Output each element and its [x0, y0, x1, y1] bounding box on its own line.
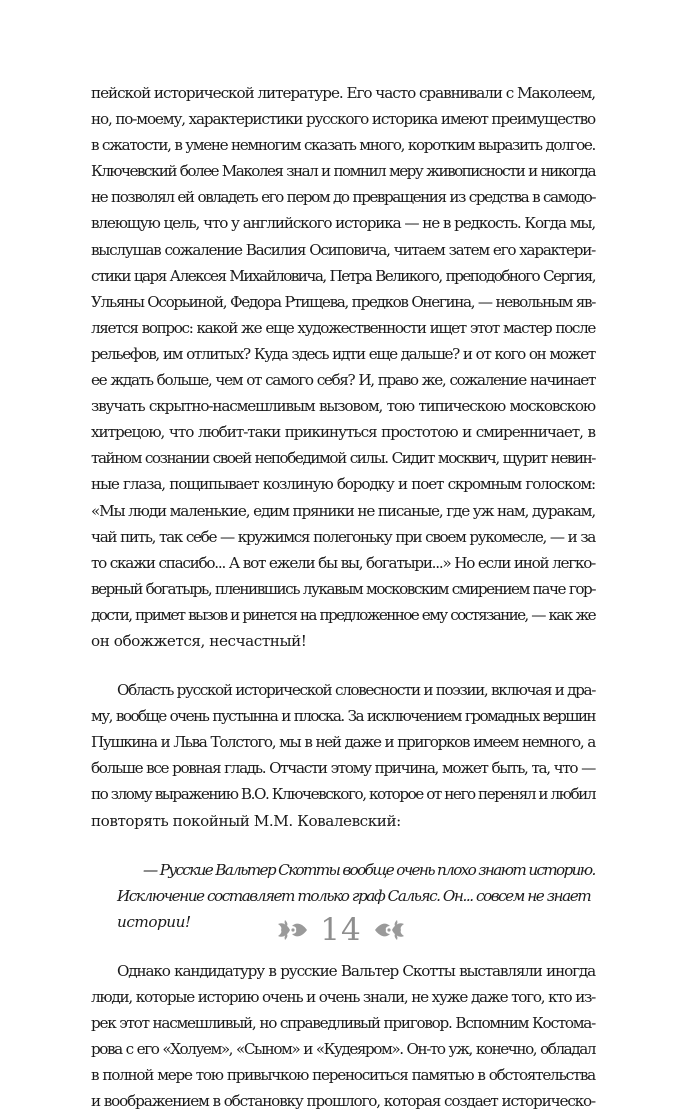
- text-line: повторять покойный М.М. Ковалевский:: [91, 811, 401, 830]
- text-line: рельефов, им отлитых? Куда здесь идти еще дальше? и от кого он может: [91, 344, 595, 363]
- text-line: ляется вопрос: какой же еще художественности ищет этот мастер после: [91, 318, 595, 337]
- text-line: звучать скрытно-насмешливым вызовом, тою типическою московскою: [91, 397, 595, 416]
- text-line: больше все ровная гладь. Отчасти этому причина, может быть, та, что —: [91, 759, 595, 778]
- text-line: ные глаза, пощипывает козлиную бородку и поет скромным голоском:: [91, 475, 595, 494]
- text-line: Однако кандидатуру в русские Вальтер Скотты выставляли иногда: [117, 961, 595, 980]
- text-line: он обожжется, несчастный!: [91, 631, 307, 650]
- quote-line: — Русские Вальтер Скотты вообще очень плохо знают историю.: [143, 860, 595, 879]
- text-line: в сжатости, в умене немногим сказать много, коротким выразить долгое.: [91, 136, 595, 155]
- page-number: 14: [320, 911, 362, 948]
- paragraph-spacer: [91, 654, 595, 677]
- paragraph-2: [91, 677, 595, 834]
- text-line: Ключевский более Маколея знал и помнил меру живописности и никогда: [91, 162, 595, 181]
- text-line: чай пить, так себе — кружимся полегоньку при своем рукомесле, — и за: [91, 527, 595, 546]
- text-line: верный богатырь, пленившись лукавым московским смирением паче гор-: [91, 579, 595, 598]
- paragraph-spacer: [91, 834, 595, 857]
- text-line: «Мы люди маленькие, едим пряники не писаные, где уж нам, дуракам,: [91, 501, 595, 520]
- text-line: пейской исторической литературе. Его часто сравнивали с Маколеем,: [91, 84, 595, 102]
- quote-line: истории!: [117, 912, 191, 931]
- text-line: дости, примет вызов и ринется на предложенное ему состязание, — как же: [91, 605, 595, 624]
- text-line: ее ждать больше, чем от самого себя? И, право же, сожаление начинает: [91, 371, 595, 390]
- text-line: му, вообще очень пустынна и плоска. За исключением громадных вершин: [91, 707, 595, 726]
- fleuron-icon: [276, 917, 310, 943]
- text-line: в полной мере тою привычкою переноситься памятью в обстоятельства: [91, 1066, 595, 1085]
- text-line: но, по-моему, характеристики русского историка имеют преимущество: [91, 110, 595, 129]
- text-line: не позволял ей овладеть его пером до превращения из средства в самодо-: [91, 188, 595, 207]
- text-line: Ульяны Осорьиной, Федора Ртищева, предков Онегина, — невольным яв-: [91, 292, 595, 311]
- text-line: стики царя Алексея Михайловича, Петра Великого, преподобного Сергия,: [91, 266, 595, 285]
- text-line: Пушкина и Льва Толстого, мы в ней даже и пригорков имеем немного, а: [91, 733, 595, 752]
- text-line: хитрецою, что любит-таки прикинуться простотою и смиренничает, в: [91, 423, 595, 442]
- text-line: рова с его «Холуем», «Сыном» и «Кудеяром». Он-то уж, конечно, обладал: [91, 1040, 595, 1059]
- text-line: Область русской исторической словесности и поэзии, включая и дра-: [117, 681, 595, 700]
- paragraph-1: [91, 80, 595, 654]
- text-line: люди, которые историю очень и очень знали, не хуже даже того, кто из-: [91, 988, 595, 1006]
- text-line: тайном сознании своей непобедимой силы. Сидит москвич, щурит невин-: [91, 449, 595, 468]
- text-line: и воображением в обстановку прошлого, которая создает историческо-: [91, 1092, 595, 1111]
- text-line: то скажи спасибо... А вот ежели бы вы, богатыри...» Но если иной легко-: [91, 553, 595, 572]
- page-text-block: [91, 80, 595, 1114]
- page-footer: [0, 908, 682, 952]
- text-line: рек этот насмешливый, но справедливый приговор. Вспомним Костома-: [91, 1014, 595, 1033]
- text-line: выслушав сожаление Василия Осиповича, читаем затем его характери-: [91, 240, 595, 259]
- quote-line: Исключение составляет только граф Сальяс. Он... совсем не знает: [117, 886, 591, 905]
- text-line: по злому выражению В.О. Ключевского, которое от него перенял и любил: [91, 785, 596, 804]
- paragraph-4: [91, 958, 595, 1114]
- text-line: влеющую цель, что у английского историка — не в редкость. Когда мы,: [91, 214, 595, 233]
- fleuron-icon: [372, 917, 406, 943]
